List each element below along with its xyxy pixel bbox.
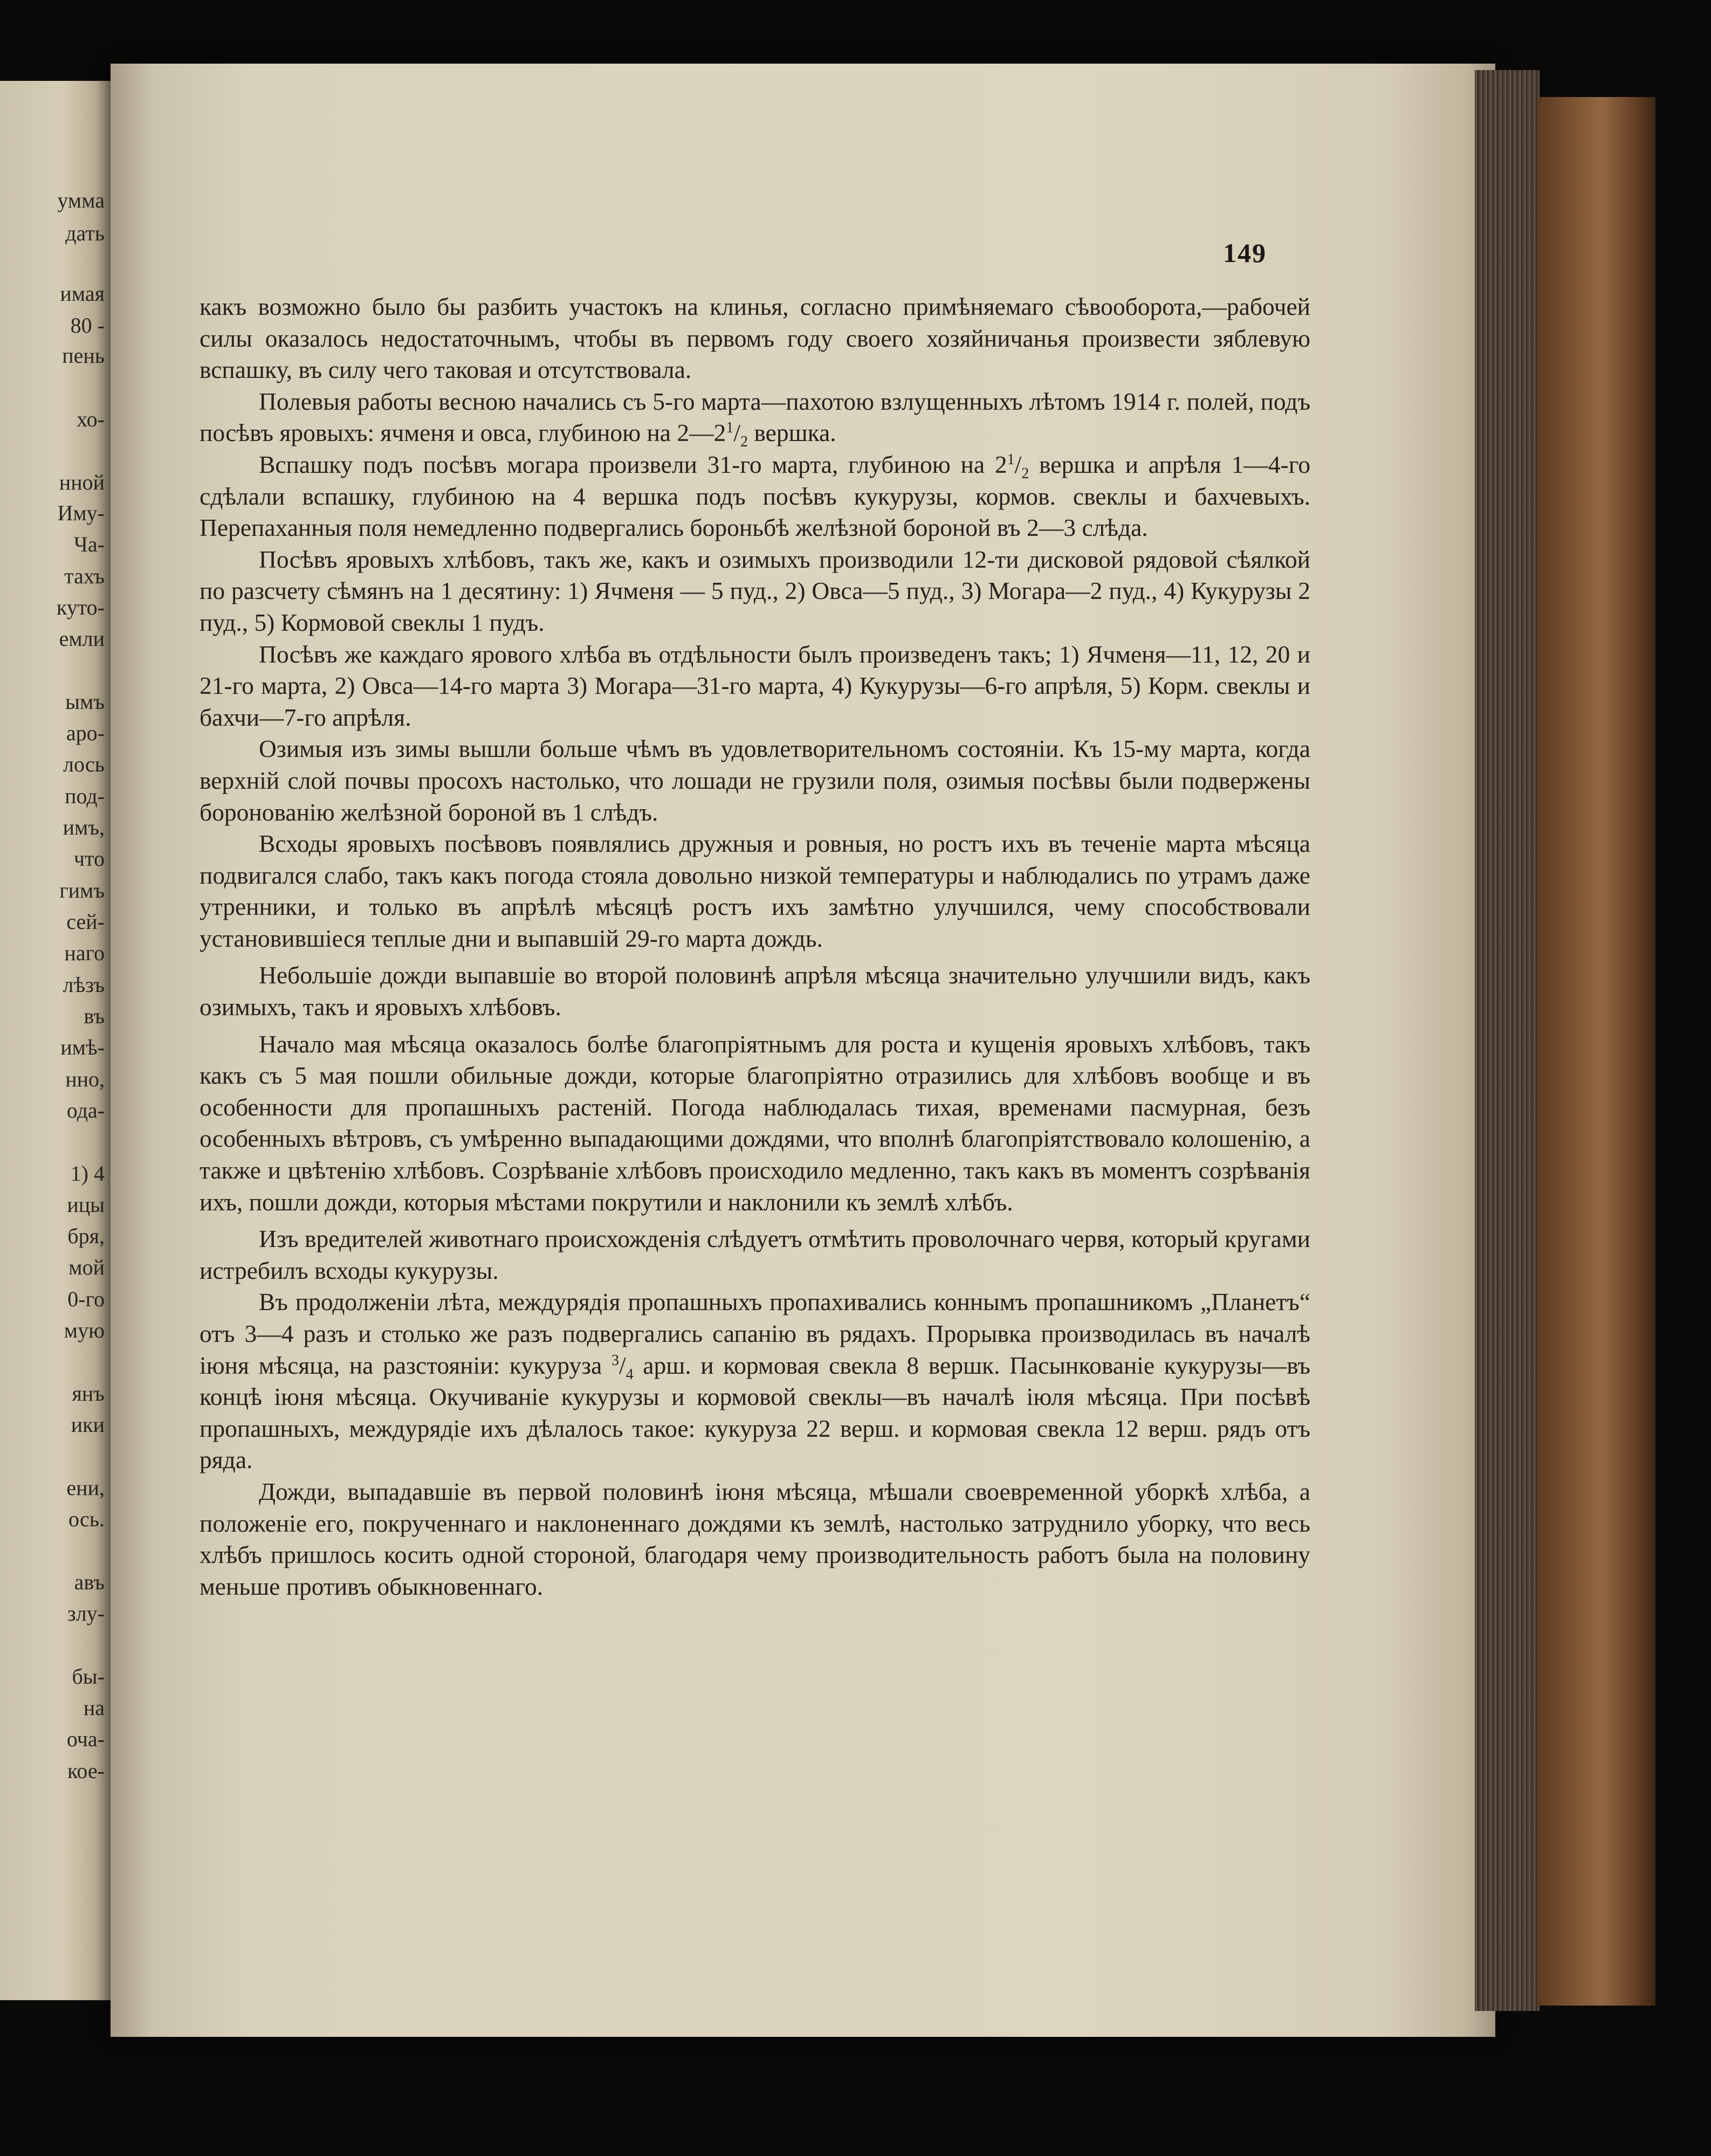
left-page-fragment: хо-: [77, 407, 105, 431]
left-page-fragment: 0-го: [67, 1287, 105, 1311]
left-page: [0, 81, 112, 2000]
left-page-fragment: нной: [59, 470, 105, 494]
left-page-fragment: сей-: [66, 910, 105, 934]
left-page-fragment: ики: [71, 1413, 105, 1437]
left-page-fragment: янъ: [72, 1381, 105, 1406]
left-page-fragment: куто-: [56, 595, 105, 619]
left-page-fragment: кое-: [67, 1759, 105, 1783]
left-page-fragment: ода-: [66, 1098, 105, 1122]
paragraph: Въ продолженіи лѣта, междурядія пропашныхъ пропахивались коннымъ пропашникомъ „Планетъ“ отъ 3—4 разъ и столько же разъ подвергались сапанію въ рядахъ. Прорывка производилась въ началѣ іюня мѣсяца, на разстояніи: кукуруза $^3/_4$ арш. и кормовая свекла 8 вершк. Пасынкованіе кукурузы—въ концѣ іюня мѣсяца. Окучиваніе кукурузы и кормовой свеклы—въ началѣ іюля мѣсяца. При посѣвѣ пропашныхъ, междурядіе ихъ дѣлалось такое: кукуруза 22 верш. и кормовая свекла 12 верш. рядъ отъ ряда.: [200, 1288, 1310, 1474]
paragraph: Дожди, выпадавшіе въ первой половинѣ іюня мѣсяца, мѣшали своевременной уборкѣ хлѣба, а положеніе его, покрученнаго и наклоненнаго дождями къ землѣ, настолько затруднило уборку, что весь хлѣбъ пришлось косить одной стороной, благодаря чему производительность работъ была на половину меньше противъ обыкновеннаго.: [200, 1477, 1310, 1600]
left-page-fragment: авъ: [74, 1570, 105, 1594]
paragraph: Полевыя работы весною начались съ 5-го марта—пахотою взлущенныхъ лѣтомъ 1914 г. полей, подъ посѣвъ яровыхъ: ячменя и овса, глубиною на $2—2^1/_2$ вершка.: [200, 387, 1310, 451]
left-page-fragment: Иму-: [57, 501, 105, 525]
left-page-fragment: лось: [63, 752, 105, 776]
left-page-fragment: имъ,: [63, 815, 105, 839]
left-page-fragment: бы-: [72, 1664, 105, 1689]
left-page-fragment: наго: [64, 941, 105, 965]
left-page-fragment: 1) 4: [70, 1161, 105, 1186]
left-page-fragment: емли: [59, 626, 105, 651]
left-page-fragment: ицы: [67, 1193, 105, 1217]
left-page-fragment: бря,: [67, 1224, 105, 1248]
page-number: 149: [1223, 238, 1267, 268]
left-page-fragment: дать: [65, 221, 105, 245]
paragraph: Озимыя изъ зимы вышли больше чѣмъ въ удовлетворительномъ состояніи. Къ 15-му марта, когда верхній слой почвы просохъ настолько, что лошади не грузили поля, озимыя посѣвы были подвержены боронованію желѣзной бороной въ 1 слѣдъ.: [200, 735, 1310, 826]
paragraph: Начало мая мѣсяца оказалось болѣе благопріятнымъ для роста и кущенія яровыхъ хлѣбовъ, такъ какъ съ 5 мая пошли обильные дожди, которые благопріятно отразились для хлѣбовъ вообще и въ особенности для пропашныхъ растеній. Погода наблюдалась тихая, временами пасмурная, безъ особенныхъ вѣтровъ, съ умѣренно выпадающими дождями, что вполнѣ благопріятствовало колошенію, а также и цвѣтенію хлѣбовъ. Созрѣваніе хлѣбовъ происходило медленно, такъ какъ въ моментъ созрѣванія ихъ, пошли дожди, которыя мѣстами покрутили и наклонили къ землѣ хлѣбъ.: [200, 1030, 1310, 1216]
left-page-fragment: 80 -: [70, 313, 105, 337]
left-page-fragment: ени,: [66, 1476, 105, 1500]
left-page-fragment: гимъ: [59, 878, 105, 903]
left-page-fragment: тахъ: [64, 564, 105, 588]
left-page-fragment: умма: [57, 188, 105, 212]
left-page-fragment: Ча-: [73, 532, 105, 556]
paragraph: Всходы яровыхъ посѣвовъ появлялись дружныя и ровныя, но ростъ ихъ въ теченіе марта мѣсяца подвигался слабо, такъ какъ погода стояла довольно низкой температуры и наблюдались по утрамъ даже утренники, и только въ апрѣлѣ мѣсяцѣ ростъ ихъ замѣтно улучшился, чему способствовали установившіеся теплые дни и выпавшій 29-го марта дождь.: [200, 830, 1310, 952]
paragraph: Изъ вредителей животнаго происхожденія слѣдуетъ отмѣтить проволочнаго червя, который кругами истребилъ всходы кукурузы.: [200, 1225, 1310, 1284]
page-edges: [1475, 70, 1540, 2011]
body-text: [200, 291, 1310, 1602]
left-page-fragment: мой: [68, 1255, 105, 1279]
left-page-fragment: под-: [65, 784, 105, 808]
left-page-fragment: мую: [64, 1318, 105, 1342]
left-page-fragment: оча-: [66, 1727, 105, 1751]
paragraph: Посѣвъ же каждаго ярового хлѣба въ отдѣльности былъ произведенъ такъ; 1) Ячменя—11, 12, 20 и 21-го марта, 2) Овса—14-го марта 3) Могара—31-го марта, 4) Кукурузы—6-го апрѣля, 5) Корм. свеклы и бахчи—7-го апрѣля.: [200, 640, 1310, 731]
left-page-fragment: злу-: [67, 1601, 105, 1625]
paragraph: Вспашку подъ посѣвъ могара произвели 31-го марта, глубиною на $2^1/_2$ вершка и апрѣля 1—4-го сдѣлали вспашку, глубиною на 4 вершка подъ посѣвъ кукурузы, кормов. свеклы и бахчевыхъ. Перепаханныя поля немедленно подвергались бороньбѣ желѣзной бороной въ 2—3 слѣда.: [200, 450, 1310, 542]
paragraph: Посѣвъ яровыхъ хлѣбовъ, такъ же, какъ и озимыхъ производили 12-ти дисковой рядовой сѣялкой по разсчету сѣмянъ на 1 десятину: 1) Ячменя — 5 пуд., 2) Овса—5 пуд., 3) Могара—2 пуд., 4) Кукурузы 2 пуд., 5) Кормовой свеклы 1 пудъ.: [200, 545, 1310, 636]
paragraph: Небольшіе дожди выпавшіе во второй половинѣ апрѣля мѣсяца значительно улучшили видъ, какъ озимыхъ, такъ и яровыхъ хлѣбовъ.: [200, 961, 1310, 1021]
left-page-fragment: нно,: [65, 1067, 105, 1091]
left-page-fragment: въ: [84, 1004, 105, 1028]
left-page-fragment: имая: [60, 281, 105, 306]
left-page-fragment: пень: [62, 343, 105, 368]
left-page-fragment: что: [73, 846, 105, 871]
paragraph: какъ возможно было бы разбить участокъ на клинья, согласно примѣняемаго сѣвооборота,—рабочей силы оказалось недостаточнымъ, чтобы въ первомъ году своего хозяйничанья произвести зяблевую вспашку, въ силу чего таковая и отсутствовала.: [200, 293, 1310, 384]
left-page-fragment: ось.: [68, 1507, 105, 1531]
left-page-fragment: имѣ-: [60, 1035, 105, 1059]
left-page-fragment: ымъ: [65, 690, 105, 714]
left-page-fragment: на: [83, 1696, 105, 1720]
book-spine: [1537, 97, 1655, 2006]
left-page-fragment: лѣзъ: [63, 973, 105, 997]
left-page-fragment: аро-: [66, 721, 105, 745]
